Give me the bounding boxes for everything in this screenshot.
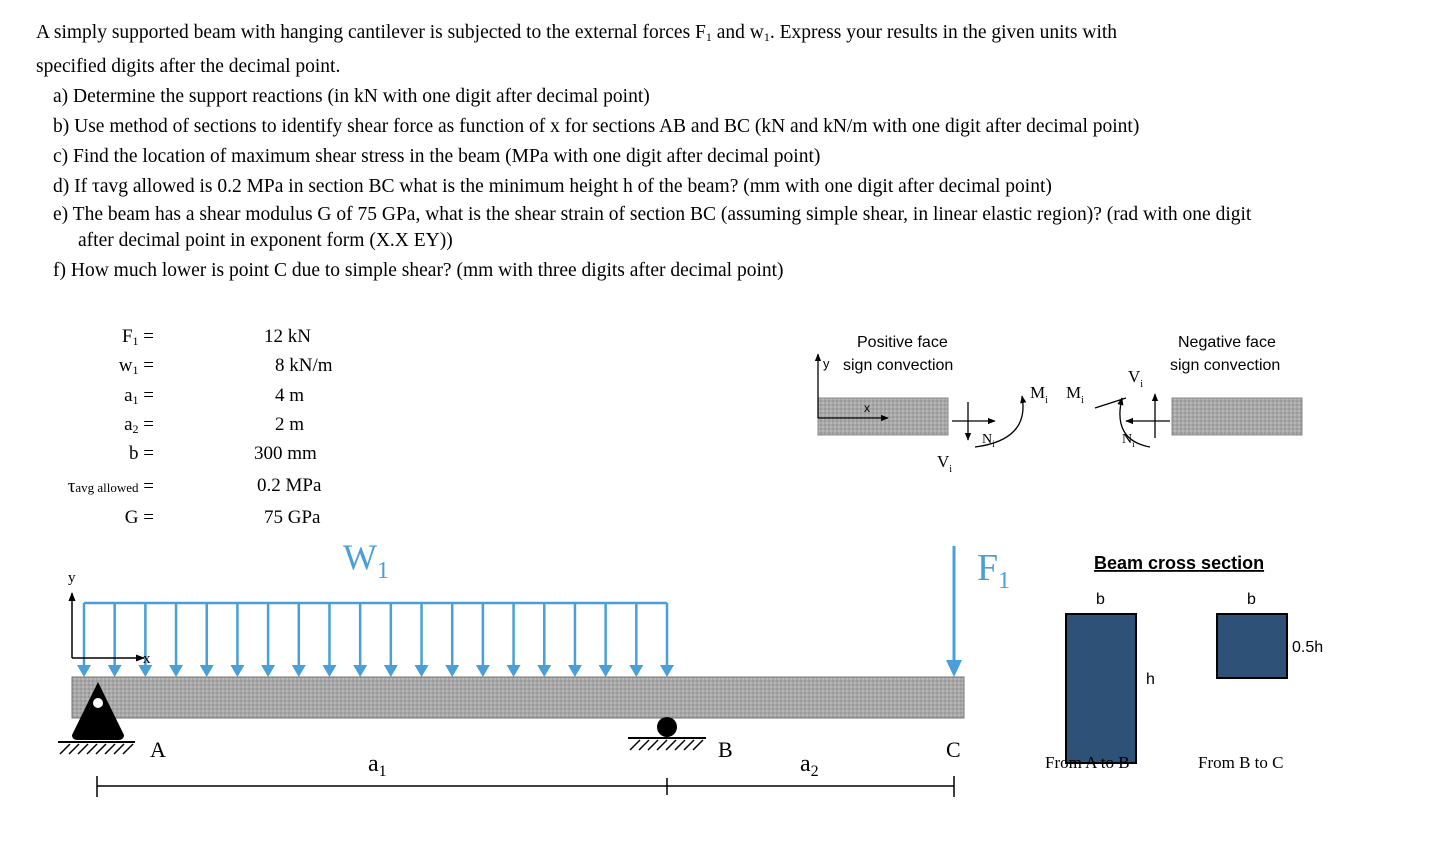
param-tau-value: 0.2 MPa [257, 475, 322, 496]
roller-support-b [628, 717, 706, 750]
section-bc-caption: From B to C [1198, 753, 1284, 772]
dimension-line [97, 776, 954, 797]
positive-face-subtitle: sign convection [843, 357, 954, 374]
section-ab-width-label: b [1096, 591, 1105, 608]
param-G-value: 75 GPa [264, 507, 321, 528]
question-c: c) Find the location of maximum shear stress in the beam (MPa with one digit after decimal point) [53, 146, 821, 167]
param-F1-label: $F_1$ = [121, 326, 154, 348]
question-d: d) If τavg allowed is 0.2 MPa in section BC what is the minimum height h of the beam? (mm with one digit after decimal point) [53, 176, 1052, 197]
dim-a1-label: $a_1$ [368, 751, 387, 780]
load-arrow-head [169, 665, 183, 677]
section-ab-rect [1066, 614, 1136, 763]
sc-axis-y-label: y [823, 356, 830, 371]
load-arrow-head [292, 665, 306, 677]
load-arrow-head [660, 665, 674, 677]
axis-y-label: y [68, 570, 76, 586]
problem-intro-line2: specified digits after the decimal point. [36, 56, 341, 77]
param-a1-label: $a_1$ = [124, 385, 154, 407]
neg-shear-label: $V_i$ [1128, 367, 1144, 390]
point-b-label: B [718, 737, 733, 762]
point-c-label: C [946, 737, 961, 762]
section-ab-height-label: h [1146, 671, 1155, 688]
param-w1-label: $w_1$ = [118, 355, 154, 377]
load-arrow-head [629, 665, 643, 677]
negative-face-title: Negative face [1178, 334, 1276, 351]
sc-axis-x-label: x [864, 401, 870, 415]
section-bc-rect [1217, 614, 1287, 678]
load-arrow-head [568, 665, 582, 677]
point-load-arrow [946, 546, 962, 677]
load-arrow-head [322, 665, 336, 677]
param-b-label: b = [129, 443, 154, 464]
load-arrow-head [200, 665, 214, 677]
param-a2-value: 2 m [275, 414, 305, 435]
point-a-label: A [150, 737, 166, 762]
load-arrow-head [261, 665, 275, 677]
axis-x-label: x [143, 651, 151, 667]
load-arrow-head [384, 665, 398, 677]
section-bc-height-label: 0.5h [1292, 639, 1324, 656]
distributed-load [77, 603, 674, 677]
negative-face-element [1172, 398, 1302, 435]
load-arrow-head [537, 665, 551, 677]
positive-face-title: Positive face [857, 334, 948, 351]
param-w1-value: 8 kN/m [275, 355, 333, 376]
load-arrow-head [507, 665, 521, 677]
param-b-value: 300 mm [254, 443, 317, 464]
load-arrow-head [415, 665, 429, 677]
load-label: $W_1$ [343, 537, 389, 584]
load-arrow-head [108, 665, 122, 677]
param-G-label: G = [124, 507, 154, 528]
load-arrow-head [353, 665, 367, 677]
neg-normal-label: $N_i$ [1122, 432, 1135, 449]
load-arrow-head [230, 665, 244, 677]
load-arrow-head [77, 665, 91, 677]
param-F1-value: 12 kN [264, 326, 311, 347]
load-arrow-head [476, 665, 490, 677]
pos-moment-label: $M_i$ [1030, 383, 1048, 406]
section-ab-caption: From A to B [1045, 753, 1130, 772]
negative-face-subtitle: sign convection [1170, 357, 1281, 374]
load-arrow-head [599, 665, 613, 677]
question-a: a) Determine the support reactions (in kN with one digit after decimal point) [53, 86, 650, 107]
question-e: e) The beam has a shear modulus G of 75 GPa, what is the shear strain of section BC (assuming simple shear, in linear elastic region)? (rad with one digit after decimal point in exponent form (X.X EY)) [53, 204, 1252, 251]
pos-normal-label: $N_i$ [982, 432, 995, 449]
section-bc-width-label: b [1247, 591, 1256, 608]
neg-moment-label: $M_i$ [1066, 383, 1084, 406]
dim-a2-label: $a_2$ [800, 751, 819, 780]
pos-shear-label: $V_i$ [937, 452, 953, 475]
question-b: b) Use method of sections to identify shear force as function of x for sections AB and BC (kN and kN/m with one digit after decimal point) [53, 116, 1140, 137]
param-tau-label: τavg allowed = [67, 476, 154, 497]
load-arrow-head [445, 665, 459, 677]
param-a2-label: $a_2$ = [124, 414, 154, 436]
problem-intro: A simply supported beam with hanging cantilever is subjected to the external forces $F_1$ and $w_1$. Express your results in the given units with [36, 22, 1118, 44]
question-f: f) How much lower is point C due to simple shear? (mm with three digits after decimal point) [53, 260, 784, 281]
param-a1-value: 4 m [275, 385, 305, 406]
beam [72, 677, 964, 718]
point-load-label: $F_1$ [977, 547, 1011, 594]
cross-section-title: Beam cross section [1094, 553, 1265, 573]
